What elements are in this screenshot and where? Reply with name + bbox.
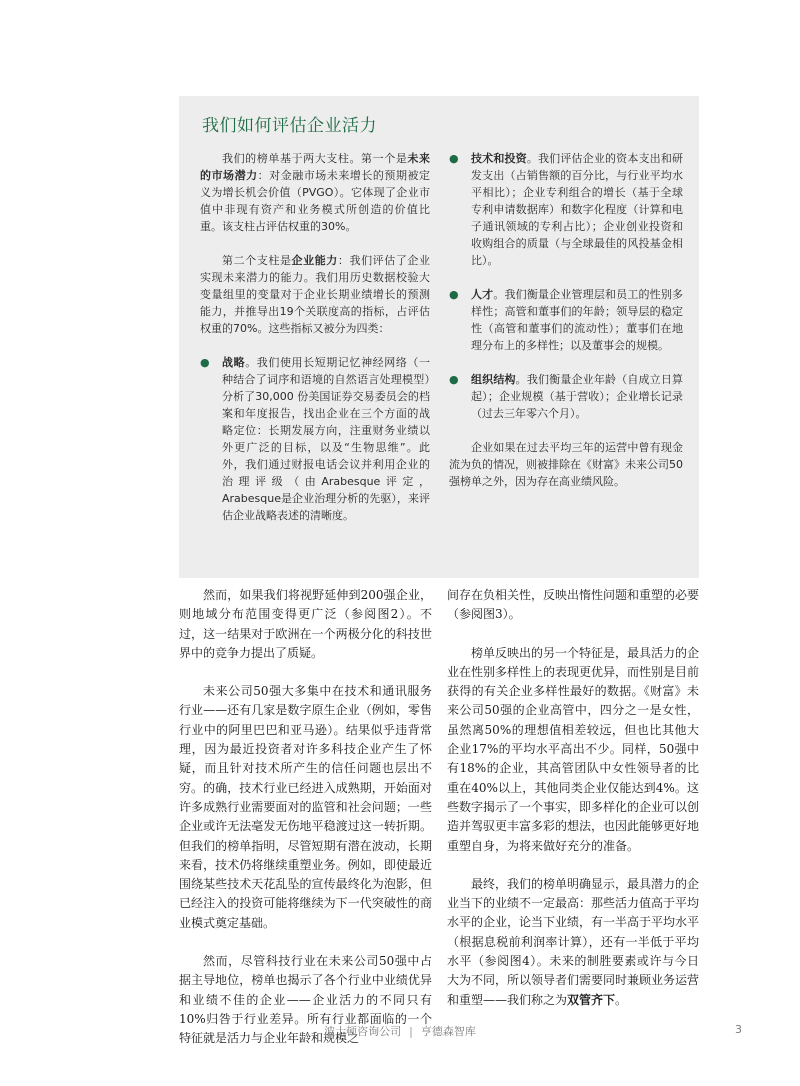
box-paragraph-2 <box>200 252 430 337</box>
page-footer <box>0 1023 800 1039</box>
bullet-strategy <box>200 354 430 524</box>
box-paragraph-1 <box>200 150 430 235</box>
bold-term: 双管齐下 <box>567 992 616 1007</box>
body-paragraph: 榜单反映出的另一个特征是，最具活力的企业在性别多样性上的表现更优异，而性别是目前获得的有关企业多样性最好的数据。《财富》未来公司50强的企业高管中，四分之一是女性，虽然离50%的理想值相差较远，但也比其他大企业17%的平均水平高出不少。同样，50强中有18%的企业，其高管团队中女性领导者的比重在40%以上，其他同类企业仅能达到4%。这些数字揭示了一个事实，即多样化的企业可以创造并驾驭更丰富多彩的想法，也因此能够更好地重塑自身，为将来做好充分的准备。 <box>447 645 700 853</box>
bullet-text: 。我们使用长短期记忆神经网络（一种结合了词序和语境的自然语言处理模型）分析了30,000 份美国证券交易委员会的档案和年度报告，找出企业在三个方面的战略定位：长期发展方向，注重财务业绩以外更广泛的目标，以及“生物思维”。此外，我们通过财报电话会议并利用企业的治理评级（由Arabesque评定，Arabesque是企业治理分析的先驱），来评估企业战略表述的清晰度。 <box>222 356 431 522</box>
footer-institute: 亨德森智库 <box>420 1025 476 1038</box>
body-paragraph: 然而，尽管科技行业在未来公司50强中占据主导地位，榜单也揭示了各个行业中业绩优异和业绩不佳的企业——企业活力的不同只有10%归咎于行业差异。所有行业都面临的一个特征就是活力与企业年龄和规模之 <box>179 954 432 1046</box>
body-column-left <box>179 586 432 1068</box>
bullet-title: 人才 <box>471 288 494 301</box>
bullet-dot-icon: ● <box>449 152 459 165</box>
text: 。 <box>615 992 628 1007</box>
bullet-dot-icon: ● <box>200 356 210 369</box>
footer-separator: | <box>409 1025 413 1038</box>
bullet-dot-icon: ● <box>449 373 459 386</box>
box-column-left <box>200 150 430 541</box>
bullet-tech-investment <box>449 150 683 269</box>
body-paragraph: 未来公司50强大多集中在技术和通讯服务行业——还有几家是数字原生企业（例如，零售行业中的阿里巴巴和亚马逊）。结果似乎违背常理，因为最近投资者对许多科技企业产生了怀疑，而且针对技术所产生的信任问题也层出不穷。的确，技术行业已经进入成熟期，开始面对许多成熟行业需要面对的监管和社会问题；一些企业或许无法毫发无伤地平稳渡过这一转折期。但我们的榜单指明，尽管短期有潜在波动，长期来看，技术仍将继续重塑业务。例如，即使最近围绕某些技术天花乱坠的宣传最终化为泡影，但已经注入的投资可能将继续为下一代突破性的商业模式奠定基础。 <box>179 684 432 930</box>
text: ：我们评估了企业实现未来潜力的能力。我们用历史数据校验大变量组里的变量对于企业长期业绩增长的预测能力，并推导出19个关联度高的指标，占评估权重的70%。这些指标又被分为四类： <box>200 254 431 335</box>
box-title: 我们如何评估企业活力 <box>202 116 377 136</box>
body-paragraph: 间存在负相关性，反映出惰性问题和重塑的必要（参阅图3）。 <box>447 588 700 622</box>
text: 最终，我们的榜单明确显示，最具潜力的企业当下的业绩不一定最高：那些活力值高于平均水平的企业，论当下业绩，有一半高于平均水平（根据息税前利润率计算），还有一半低于平均水平（参阅图4）。未来的制胜要素或许与今日大为不同，所以领导者们需要同时兼顾业务运营和重塑——我们称之为 <box>447 876 700 1007</box>
bullet-title: 战略 <box>222 356 246 369</box>
footer-company: 波士顿咨询公司 <box>324 1025 402 1038</box>
bullet-talent <box>449 286 683 354</box>
body-paragraph: 然而，如果我们将视野延伸到200强企业，则地域分布范围变得更广泛（参阅图2）。不过，这一结果对于欧洲在一个两极分化的科技世界中的竞争力提出了质疑。 <box>179 588 432 660</box>
box-column-right <box>449 150 683 507</box>
bullet-title: 技术和投资 <box>471 152 527 165</box>
bullet-text: 。我们衡量企业年龄（自成立日算起）；企业规模（基于营收）；企业增长记录（过去三年零六个月）。 <box>471 373 684 420</box>
bullet-dot-icon: ● <box>449 288 459 301</box>
body-column-right <box>447 586 699 1029</box>
body-paragraph <box>447 875 699 1010</box>
bullet-title: 组织结构 <box>471 373 516 386</box>
page-number: 3 <box>735 1023 742 1036</box>
text: 我们的榜单基于两大支柱。第一个是 <box>222 152 408 165</box>
box-closing-paragraph: 企业如果在过去平均三年的运营中曾有现金流为负的情况，则被排除在《财富》未来公司50强榜单之外，因为存在高业绩风险。 <box>449 441 683 488</box>
bullet-text: 。我们衡量企业管理层和员工的性别多样性；高管和董事们的年龄；领导层的稳定性（高管和董事们的流动性）；董事们在地理分布上的多样性；以及董事会的规模。 <box>471 288 684 352</box>
bold-term: 未来的市场潜力 <box>200 152 431 182</box>
text: 第二个支柱是 <box>222 254 292 267</box>
text: ：对金融市场未来增长的预期被定义为增长机会价值（PVGO）。它体现了企业市值中非现有资产和业务模式所创造的价值比重。该支柱占评估权重的30%。 <box>200 169 431 233</box>
bullet-text: 。我们评估企业的资本支出和研发支出（占销售额的百分比，与行业平均水平相比）；企业专利组合的增长（基于全球专利申请数据库）和数字化程度（计算和电子通讯领域的专利占比）；企业创业投资和收购组合的质量（与全球最佳的风投基金相比）。 <box>471 152 684 267</box>
bold-term: 企业能力 <box>291 254 338 267</box>
bullet-org-structure <box>449 371 683 422</box>
